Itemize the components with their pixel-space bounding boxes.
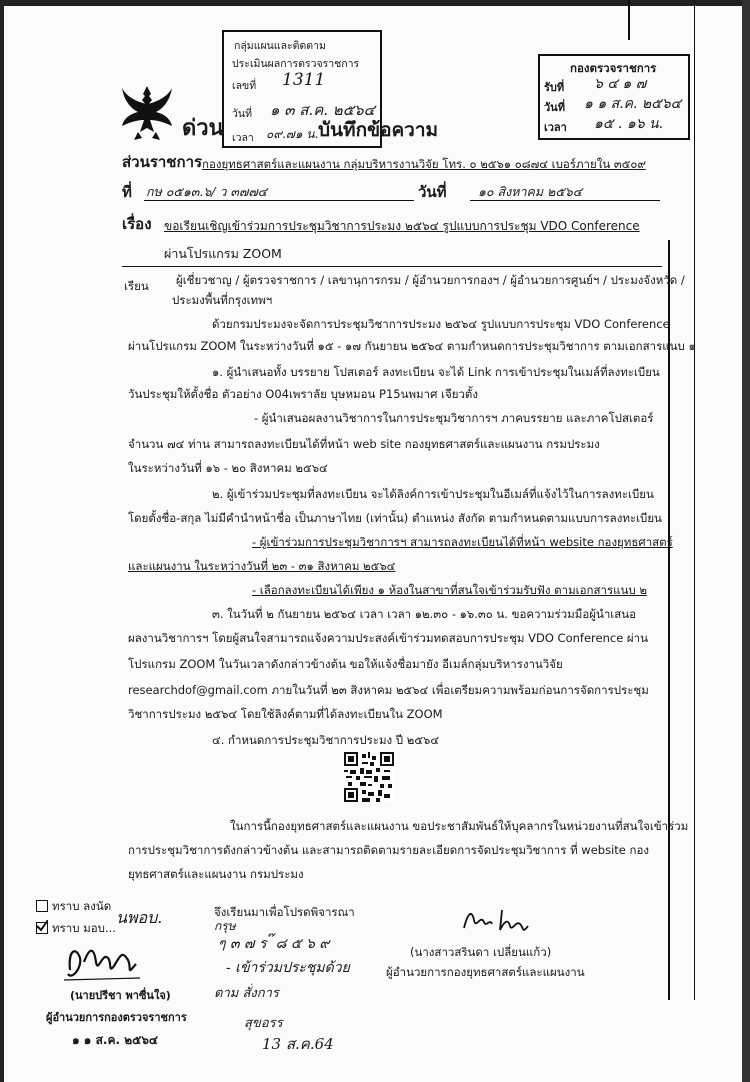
checkbox-acknowledge-appointment[interactable]	[36, 900, 48, 912]
stamp-left-time-label: เวลา	[232, 132, 254, 144]
to-label: เรียน	[124, 279, 149, 293]
scan-left-edge	[0, 0, 4, 1082]
item1-line2: วันประชุมให้ตั้งชื่อ ตัวอย่าง O04เพราลัย บุษหมอน P15นพมาศ เจียวตั้ง	[128, 387, 478, 401]
item1-sub-line1: - ผู้นำเสนอผลงานวิชาการในการประชุมวิชาการฯ ภาคบรรยาย และภาคโปสเตอร์	[254, 411, 654, 425]
check2-label: ทราบ มอบ...	[52, 921, 116, 935]
stamp-left-line2: ประเมินผลการตรวจราชการ	[232, 58, 360, 70]
right-signer-name: (นางสาวสรินดา เปลี่ยนแก้ว)	[410, 945, 552, 959]
closing-line3: ยุทธศาสตร์และแผนงาน กรมประมง	[128, 867, 304, 881]
checkbox-acknowledge-assign[interactable]	[36, 922, 48, 934]
subject-line1: ขอเรียนเชิญเข้าร่วมการประชุมวิชาการประมง ๒๕๖๔ รูปแบบการประชุม VDO Conference	[164, 219, 640, 233]
stamp-left-time: ๐๙.๗๑ น.	[266, 127, 319, 141]
stamp-left-no-label: เลขที่	[232, 80, 257, 92]
hand-note-3: - เข้าร่วมประชุมด้วย	[226, 960, 350, 976]
agency-value: กองยุทธศาสตร์และแผนงาน กลุ่มบริหารงานวิจัย โทร. ๐ ๒๕๖๑ ๐๘๗๔ เบอร์ภายใน ๓๕๐๙	[202, 157, 646, 171]
stamp-left-no: 1311	[282, 70, 326, 90]
to-line2: ประมงพื้นที่กรุงเทพฯ	[172, 293, 273, 307]
ref-underline	[144, 200, 414, 201]
received-stamp-right	[538, 54, 690, 140]
closing-line2: การประชุมวิชาการดังกล่าวข้างต้น และสามารถติดตามรายละเอียดการจัดประชุมวิชาการ ที่ website กอง	[128, 843, 649, 857]
item2-sub2: - เลือกลงทะเบียนได้เพียง ๑ ห้องในสาขาที่สนใจเข้าร่วมรับฟัง ตามเอกสารแนบ ๒	[252, 583, 647, 597]
date-underline	[470, 200, 660, 201]
item2-line1: ๒. ผู้เข้าร่วมประชุมที่ลงทะเบียน จะได้ลิงค์การเข้าประชุมในอีเมล์ที่แจ้งไว้ในการลงทะเบียน	[212, 487, 654, 501]
item4: ๔. กำหนดการประชุมวิชาการประมง ปี ๒๕๖๔	[212, 733, 440, 747]
right-signature-icon	[458, 904, 538, 940]
check2-handwriting: นพอบ.	[116, 908, 163, 927]
memo-title: บันทึกข้อความ	[318, 119, 439, 141]
stamp-left-date: ๑ ๓ ส.ค. ๒๕๖๔	[270, 101, 375, 119]
p1-line1: ด้วยกรมประมงจะจัดการประชุมวิชาการประมง ๒๕๖๔ รูปแบบการประชุม VDO Conference	[212, 317, 670, 331]
item3-line4: researchdof@gmail.com ภายในวันที่ ๒๓ สิงหาคม ๒๕๖๔ เพื่อเตรียมความพร้อมก่อนการจัดการประชุม	[128, 683, 649, 697]
urgent-label: ด่วน	[182, 116, 224, 141]
margin-line-top	[628, 0, 630, 40]
left-signer-date: ๑ ๑ ส.ค. ๒๕๖๔	[72, 1033, 158, 1047]
closing-line1: ในการนี้กองยุทธศาสตร์และแผนงาน ขอประชาสัมพันธ์ให้บุคลากรในหน่วยงานที่สนใจเข้าร่วม	[230, 819, 689, 833]
date-label: วันที่	[418, 183, 447, 201]
ref-value: กษ ๐๕๑๓.๖/ ว ๓๗๗๔	[146, 184, 268, 199]
stamp-right-time-label: เวลา	[544, 121, 567, 134]
stamp-right-date: ๑ ๑ ส.ค. ๒๕๖๔	[584, 96, 682, 112]
margin-line-right	[694, 0, 695, 1000]
checkmark-icon	[36, 920, 48, 932]
left-signer-name: (นายปรีชา พาซื่นใจ)	[70, 989, 171, 1002]
check1-label: ทราบ ลงนัด	[52, 899, 112, 913]
garuda-emblem-icon	[118, 82, 176, 142]
item3-line2: ผลงานวิชาการฯ โดยผู้สนใจสามารถแจ้งความประสงค์เข้าร่วมทดสอบการประชุม VDO Conference ผ่าน	[128, 631, 648, 645]
right-signer-title: ผู้อำนวยการกองยุทธศาสตร์และแผนงาน	[386, 965, 585, 979]
p1-line2: ผ่านโปรแกรม ZOOM ในระหว่างวันที่ ๑๕ - ๑๗ กันยายน ๒๕๖๔ ตามกำหนดการประชุมวิชาการ ตามเอกสารแนบ ๑	[128, 339, 696, 353]
stamp-right-title: กองตรวจราชการ	[570, 61, 657, 75]
subject-label: เรื่อง	[122, 215, 152, 233]
request-text: จึงเรียนมาเพื่อโปรดพิจารณา	[214, 905, 355, 919]
scan-top-edge	[0, 0, 750, 6]
margin-line	[668, 240, 670, 1000]
item3-line3: โปรแกรม ZOOM ในวันเวลาดังกล่าวข้างต้น ขอให้แจ้งชื่อมายัง อีเมล์กลุ่มบริหารงานวิจัย	[128, 657, 563, 671]
scan-right-edge	[742, 0, 750, 1082]
hand-note-6: 13 ส.ค.64	[262, 1035, 334, 1053]
qr-code-icon	[344, 752, 394, 802]
item2-line2: โดยตั้งชื่อ-สกุล ไม่มีคำนำหน้าชื่อ เป็นภาษาไทย (เท่านั้น) ตำแหน่ง สังกัด ตามกำหนดตามแบบการลงทะเบียน	[128, 511, 662, 525]
subject-divider	[122, 266, 662, 267]
date-value: ๑๐ สิงหาคม ๒๕๖๔	[478, 184, 583, 199]
item3-line5: วิชาการประมง ๒๕๖๔ โดยใช้ลิงค์ตามที่ได้ลงทะเบียนใน ZOOM	[128, 707, 443, 721]
left-signature-icon	[62, 940, 142, 986]
stamp-right-recv-label: รับที่	[544, 81, 565, 94]
ref-label: ที่	[122, 183, 132, 201]
item2-sub1-line1: - ผู้เข้าร่วมการประชุมวิชาการฯ สามารถลงทะเบียนได้ที่หน้า website กองยุทธศาสตร์	[252, 535, 673, 549]
left-signer-title: ผู้อำนวยการกองตรวจราชการ	[46, 1011, 187, 1024]
hand-note-1: กรุษ	[214, 919, 236, 933]
stamp-right-recv: ๖ ๔ ๑ ๗	[594, 76, 647, 92]
hand-note-2: ๆ ๓ ๗ ร ๊ ๘ ๕ ๖ ๙	[218, 936, 330, 952]
to-line1: ผู้เชี่ยวชาญ / ผู้ตรวจราชการ / เลขานุการกรม / ผู้อำนวยการกองฯ / ผู้อำนวยการศูนย์ฯ / ประมงจังหวัด /	[176, 273, 685, 287]
item3-line1: ๓. ในวันที่ ๒ กันยายน ๒๕๖๔ เวลา เวลา ๑๒.๓๐ - ๑๖.๓๐ น. ขอความร่วมมือผู้นำเสนอ	[212, 607, 637, 621]
agency-label: ส่วนราชการ	[122, 153, 203, 171]
subject-line2: ผ่านโปรแกรม ZOOM	[164, 246, 282, 261]
item1-sub-line3: ในระหว่างวันที่ ๑๖ - ๒๐ สิงหาคม ๒๕๖๔	[128, 461, 328, 475]
item1-line1: ๑. ผู้นำเสนอทั้ง บรรยาย โปสเตอร์ ลงทะเบียน จะได้ Link การเข้าประชุมในเมล์ที่ลงทะเบียน	[212, 365, 660, 379]
hand-note-4: ตาม สั่งการ	[214, 986, 279, 1001]
stamp-right-time: ๑๕ . ๑๖ น.	[594, 116, 664, 132]
item2-sub1-line2: และแผนงาน ในระหว่างวันที่ ๒๓ - ๓๑ สิงหาคม ๒๕๖๔	[128, 559, 396, 573]
stamp-left-line1: กลุ่มแผนและติดตาม	[234, 40, 326, 52]
item1-sub-line2: จำนวน ๗๔ ท่าน สามารถลงทะเบียนได้ที่หน้า web site กองยุทธศาสตร์และแผนงาน กรมประมง	[128, 437, 600, 451]
stamp-right-date-label: วันที่	[544, 101, 565, 114]
stamp-left-date-label: วันที่	[232, 108, 252, 120]
hand-note-5: สุขอรร	[244, 1016, 283, 1031]
